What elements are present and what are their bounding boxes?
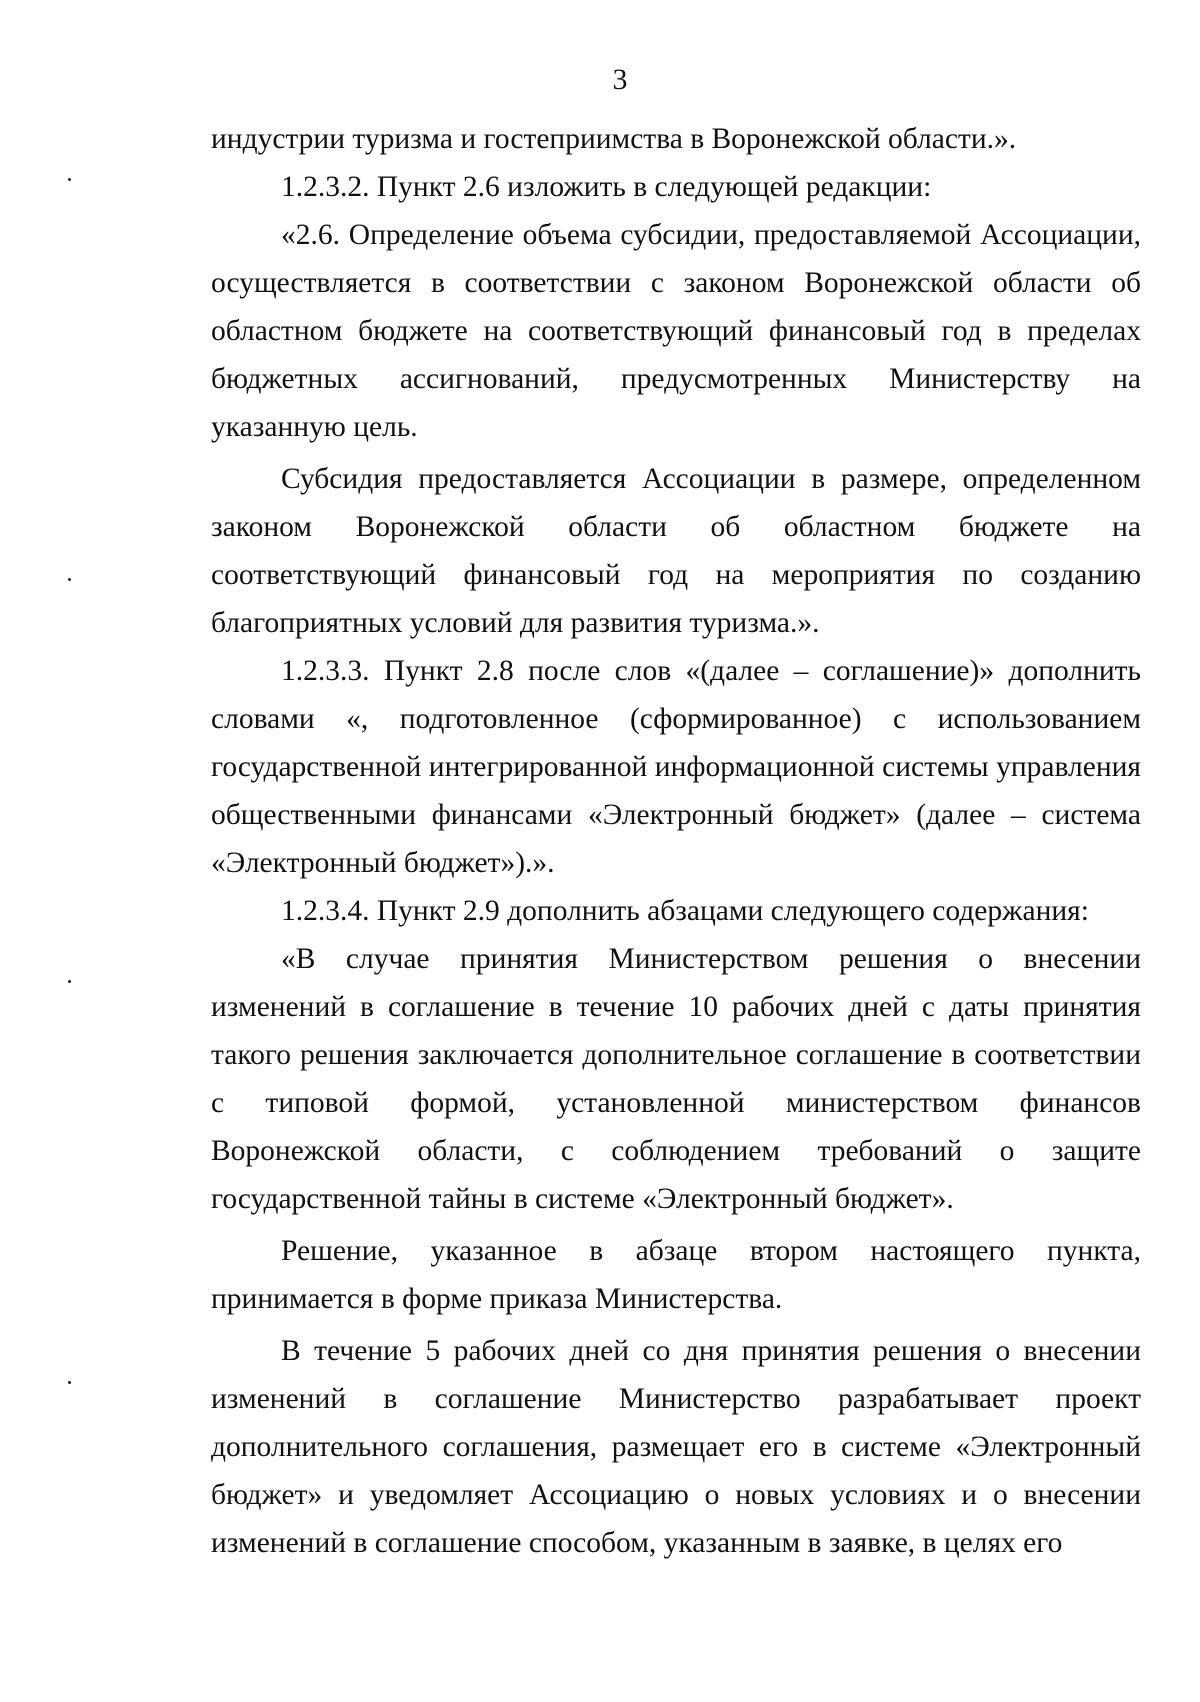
document-body <box>211 115 1141 1567</box>
paragraph-item-2-6: «2.6. Определение объема субсидии, предоставляемой Ассоциации, осуществляется в соответствии с законом Воронежской области об областном бюджете на соответствующий финансовый год в пределах бюджетных ассигнований, предусмотренных Министерству на указанную цель. <box>211 219 1141 443</box>
paragraph-amendment-case: «В случае принятия Министерством решения о внесении изменений в соглашение в течение 10 рабочих дней с даты принятия такого решения заключается дополнительное соглашение в соответствии с типовой формой, установленной министерством финансов Воронежской области, с соблюдением требований о защите государственной тайны в системе «Электронный бюджет». <box>211 943 1141 1215</box>
paragraph-clause-1-2-3-3: 1.2.3.3. Пункт 2.8 после слов «(далее – соглашение)» дополнить словами «, подготовленное (сформированное) с использованием государственной интегрированной информационной системы управления общественными финансами «Электронный бюджет» (далее – система «Электронный бюджет»).». <box>211 655 1141 879</box>
margin-mark <box>68 578 71 581</box>
margin-mark <box>68 980 71 983</box>
paragraph-subsidy: Субсидия предоставляется Ассоциации в размере, определенном законом Воронежской области об областном бюджете на соответствующий финансовый год на мероприятия по созданию благоприятных условий для развития туризма.». <box>211 463 1141 639</box>
paragraph-five-days: В течение 5 рабочих дней со дня принятия решения о внесении изменений в соглашение Министерство разрабатывает проект дополнительного соглашения, размещает его в системе «Электронный бюджет» и уведомляет Ассоциацию о новых условиях и о внесении изменений в соглашение способом, указанным в заявке, в целях его <box>211 1335 1141 1559</box>
paragraph-continuation: индустрии туризма и гостеприимства в Воронежской области.». <box>211 123 1017 155</box>
paragraph-clause-1-2-3-4: 1.2.3.4. Пункт 2.9 дополнить абзацами следующего содержания: <box>281 895 1089 927</box>
paragraph-decision-form: Решение, указанное в абзаце втором настоящего пункта, принимается в форме приказа Министерства. <box>211 1235 1141 1315</box>
paragraph-clause-1-2-3-2: 1.2.3.2. Пункт 2.6 изложить в следующей редакции: <box>281 171 932 203</box>
margin-mark <box>68 1381 71 1384</box>
page-number: 3 <box>612 63 628 96</box>
margin-mark <box>68 178 71 181</box>
